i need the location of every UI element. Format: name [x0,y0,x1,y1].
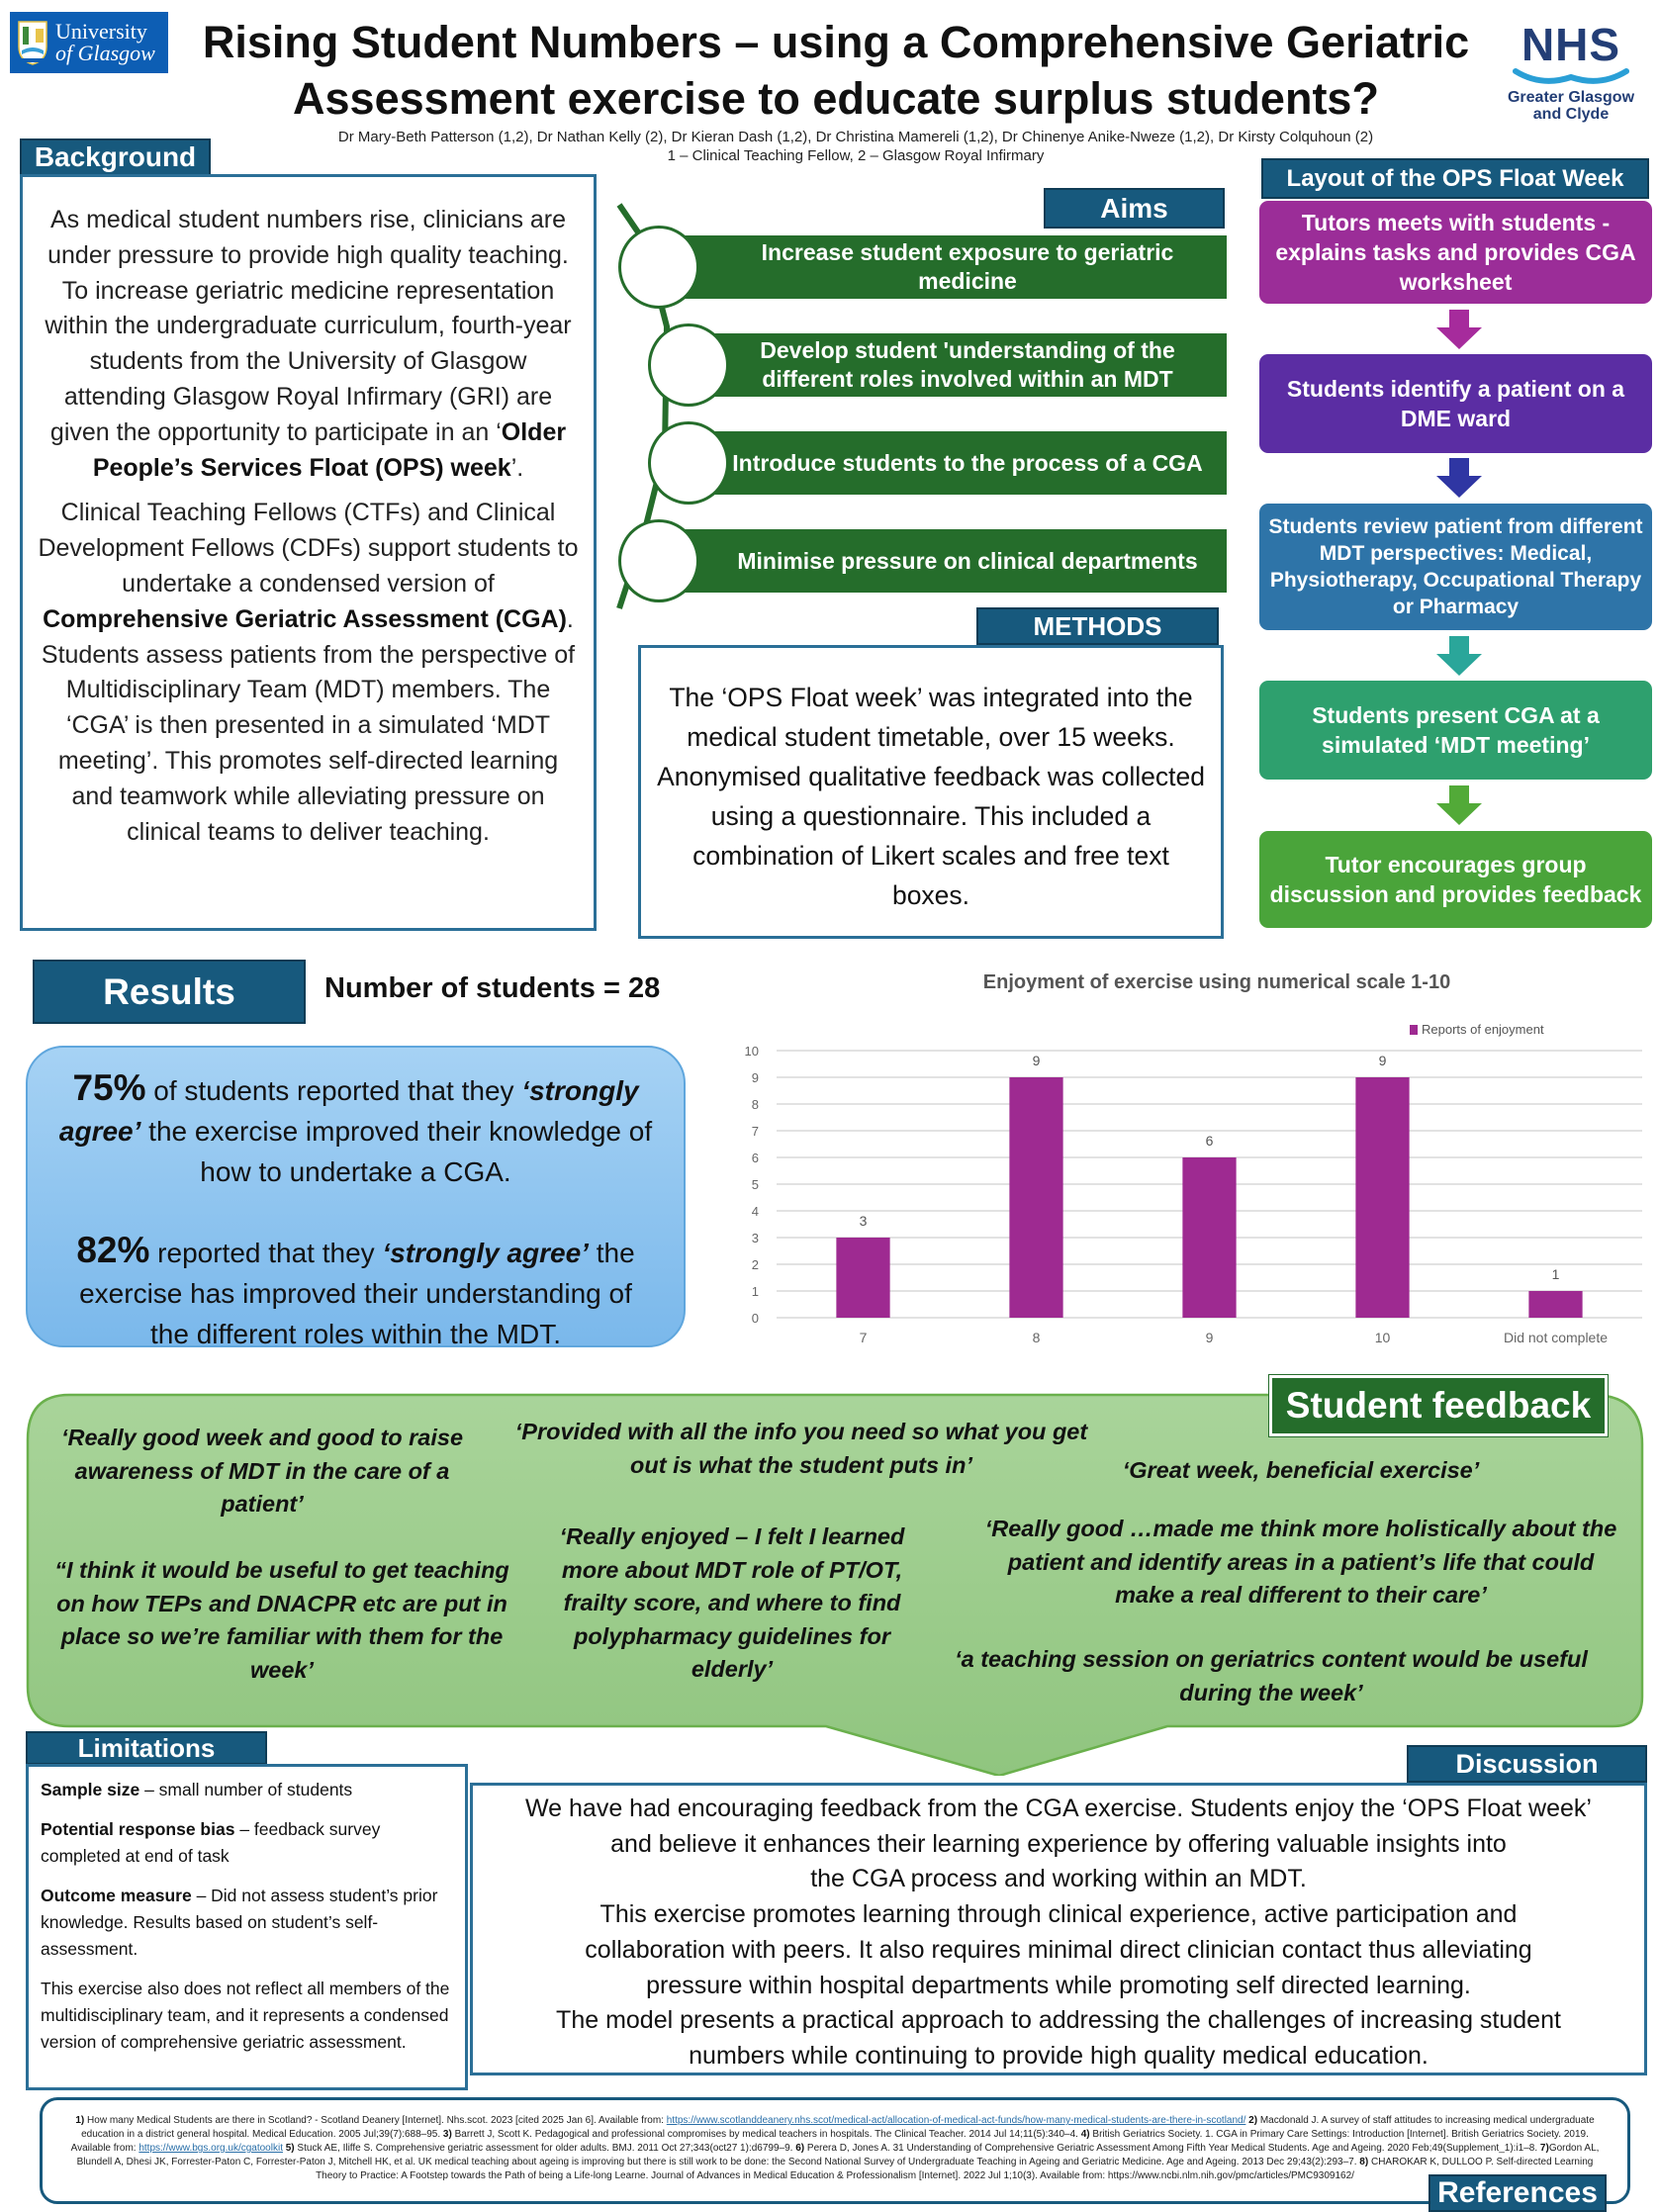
discussion-line-1: We have had encouraging feedback from the CGA exercise. Students enjoy the ‘OPS Float week’ [525,1795,1592,1822]
flow-step-2: Students identify a patient on a DME ward [1259,354,1652,453]
crest-icon [16,19,49,66]
title-line-2: Assessment exercise to educate surplus students? [293,73,1379,124]
discussion-line-6: pressure within hospital departments while promoting self directed learning. [646,1971,1471,1999]
result-stat-2 [57,1230,654,1354]
data-label: 6 [1205,1133,1214,1149]
number-of-students: Number of students = 28 [324,972,661,1004]
bg-p2-end: . Students assess patients from the perspective of Multidisciplinary Team (MDT) members. The ‘CGA’ is then presented in a simulated ‘MDT meeting’. This promotes self-directed learning and teamwork while alleviating pressure on clinical teams to deliver teaching. [41,604,576,846]
ref-4-num: 4) [1080,2129,1090,2140]
aim-item-1: Increase student exposure to geriatric medicine [683,235,1227,299]
bar-did-not-complete [1528,1291,1582,1318]
limitation-1-label: Sample size [41,1780,140,1799]
ref-1-link[interactable]: https://www.scotlanddeanery.nhs.scot/medical-act/allocation-of-medical-act-funds/how-many-medical-students-are-there-in-scotland/ [666,2115,1246,2126]
flow-step-3: Students review patient from different MDT perspectives: Medical, Physiotherapy, Occupational Therapy or Pharmacy [1259,504,1652,630]
bar-7 [836,1238,889,1318]
arrow-down-icon [1436,785,1482,825]
y-tick-label: 4 [751,1204,759,1219]
limitation-4-text: This exercise also does not reflect all members of the multidisciplinary team, and it represents a condensed version of comprehensive geriatric assessment. [41,1979,450,2052]
stat2-emphasis: ‘strongly agree’ [382,1238,589,1268]
background-section [20,174,597,931]
references-heading: References [1429,2174,1607,2212]
chart-x-tick-labels [860,1330,1609,1345]
ref-5-num: 5) [285,2143,295,2154]
aim-bullet-circle-3 [648,421,729,505]
result-stat-1 [57,1067,654,1192]
uog-line1: University [55,19,147,44]
y-tick-label: 5 [751,1177,759,1192]
aim-bullet-circle-2 [648,323,729,407]
data-label: 9 [1378,1053,1387,1068]
ref-8-text: CHAROKAR K, DULLOO P. Self-directed Learning Theory to Practice: A Footstep towards the Path of being a Life-long Learne. Journal of Advances in Medical Education & Professionalism [Internet]. 2022 Jul 1;10(3). Available from: https://www.ncbi.nlm.nih.gov/pmc/articles/PMC9309162/ [316,2157,1594,2181]
x-tick-label: Did not complete [1503,1330,1609,1345]
ref-7-text: Gordon AL, Blundell A, Dhesi JK, Forrester-Paton C, Forrester-Paton J, Mitchell HK, et al. UK medical teaching about ageing is improving but there is still work to be done: the Second National Survey of Undergraduate Teaching in Ageing and Geriatric Medicine. Age and Ageing. 2013 Dec 29;43(2):293–7. [76,2143,1600,2167]
arrow-down-icon [1436,458,1482,498]
limitations-section [26,1764,468,2090]
y-tick-label: 10 [744,1044,759,1059]
discussion-line-7: The model presents a practical approach to addressing the challenges of increasing student [556,2006,1561,2035]
stat1-emphasis: ‘strongly agree’ [58,1075,639,1147]
ref-2-num: 2) [1248,2115,1258,2126]
feedback-quote-4: ‘Really enjoyed – I felt I learned more about MDT role of PT/OT, frailty score, and where to find polypharmacy guidelines for elderly’ [559,1523,905,1682]
aim-item-4: Minimise pressure on clinical departments [683,529,1227,593]
ref-1-num: 1) [75,2115,85,2126]
stat2-text-b: the exercise has improved their understanding of the different roles within the MDT. [79,1238,635,1349]
chart-title: Enjoyment of exercise using numerical scale 1-10 [982,971,1451,993]
y-tick-label: 8 [751,1097,759,1112]
y-tick-label: 9 [751,1070,759,1085]
feedback-quote-7: ‘a teaching session on geriatrics content would be useful during the week’ [955,1646,1588,1705]
bar-9 [1182,1157,1236,1318]
limitation-item-1 [41,1777,453,1803]
references-section [40,2097,1630,2204]
reference-5 [286,2143,795,2154]
methods-text: The ‘OPS Float week’ was integrated into the medical student timetable, over 15 weeks. Anonymised qualitative feedback was collected using a questionnaire. This included a combination of Likert scales and free text boxes. [657,683,1205,910]
discussion-section [470,1783,1647,2075]
aims-heading: Aims [1044,188,1225,229]
data-label: 9 [1032,1053,1041,1068]
poster-title [178,14,1494,127]
feedback-quote-3: ‘Provided with all the info you need so what you get out is what the student puts in’ [514,1419,1088,1478]
limitation-2-label: Potential response bias [41,1819,235,1839]
discussion-line-3: the CGA process and working within an MDT. [810,1865,1307,1893]
results-heading: Results [33,960,306,1024]
limitations-heading: Limitations [26,1731,267,1765]
stat2-value: 82% [76,1230,150,1270]
nhs-logo [1492,19,1650,126]
arrow-down-icon [1436,636,1482,676]
y-tick-label: 3 [751,1231,759,1245]
flow-step-5: Tutor encourages group discussion and provides feedback [1259,831,1652,928]
limitation-1-text: – small number of students [139,1780,353,1799]
ref-6-num: 6) [795,2143,805,2154]
flow-step-4: Students present CGA at a simulated ‘MDT meeting’ [1259,681,1652,780]
results-summary [26,1046,686,1347]
feedback-quote-5: ‘Great week, beneficial exercise’ [1122,1457,1480,1483]
chart-bars [836,1077,1582,1318]
x-tick-label: 10 [1374,1330,1391,1345]
layout-heading: Layout of the OPS Float Week [1261,158,1649,199]
discussion-line-4: This exercise promotes learning through clinical experience, active participation and [599,1900,1518,1929]
reference-6 [795,2143,1540,2154]
methods-heading: METHODS [976,607,1219,645]
nhs-sub-line2: and Clyde [1532,106,1610,123]
stat1-value: 75% [72,1067,146,1108]
reference-3 [443,2129,1081,2140]
student-feedback-heading: Student feedback [1269,1375,1608,1436]
nhs-wordmark: NHS [1521,19,1621,70]
limitation-item-4 [41,1976,453,2056]
ref-6-text: Perera D, Jones A. 31 Understanding of Comprehensive Geriatric Assessment Among Fifth Year Medical Students. Age and Ageing. 2020 Feb;49(Supplement_1):i1–8. [804,2143,1540,2154]
bg-p1-end: ’. [510,453,524,482]
stat2-text-a: reported that they [149,1238,383,1268]
legend-swatch [1410,1025,1418,1035]
ref-8-num: 8) [1359,2157,1369,2167]
bg-p2-bold: Comprehensive Geriatric Assessment (CGA) [43,604,567,633]
ref-5-text: Stuck AE, Iliffe S. Comprehensive geriatric assessment for older adults. BMJ. 2011 Oct 27;343(oct27 1):d6799–9. [294,2143,796,2154]
title-line-1: Rising Student Numbers – using a Comprehensive Geriatric [202,17,1470,67]
discussion-line-8: numbers while continuing to provide high quality medical education. [689,2041,1429,2070]
y-tick-label: 0 [751,1311,759,1326]
limitation-3-text: – Did not assess student’s prior knowledge. Results based on student’s self-assessment. [41,1886,438,1959]
limitation-2-text: – feedback survey completed at end of task [41,1819,381,1866]
feedback-quote-2: “I think it would be useful to get teaching on how TEPs and DNACPR etc are put in place so we’re familiar with them for the week’ [54,1557,509,1683]
y-tick-label: 1 [751,1284,759,1299]
chart-y-tick-labels [745,1044,759,1326]
y-tick-label: 2 [751,1257,759,1272]
data-label: 3 [859,1213,868,1229]
university-of-glasgow-logo [10,12,168,73]
methods-section [638,645,1224,939]
y-tick-label: 7 [751,1124,759,1139]
nhs-wave-icon [1512,67,1630,89]
ref-7-num: 7) [1539,2143,1549,2154]
discussion-line-2: and believe it enhances their learning experience by offering valuable insights into [610,1829,1507,1858]
discussion-line-5: collaboration with peers. It also requires minimal direct clinician contact thus alleviating [585,1935,1532,1964]
x-tick-label: 9 [1205,1330,1214,1345]
chart-legend [1410,1022,1544,1037]
enjoyment-bar-chart [722,955,1652,1360]
discussion-heading: Discussion [1407,1745,1647,1783]
affiliations: 1 – Clinical Teaching Fellow, 2 – Glasgow Royal Infirmary [667,147,1045,164]
aim-item-3: Introduce students to the process of a CGA [683,431,1227,495]
background-paragraph-1 [37,203,580,486]
ref-3-num: 3) [442,2129,452,2140]
nhs-sub-line1: Greater Glasgow [1507,89,1635,106]
ref-2-text: Macdonald J. A survey of staff attitudes to increasing medical undergraduate education in a district general hospital. Medical Education. 2005 Jul;39(7):688–95. [81,2115,1595,2140]
ref-4-link[interactable]: https://www.bgs.org.uk/cgatoolkit [138,2143,283,2154]
authors-list: Dr Mary-Beth Patterson (1,2), Dr Nathan Kelly (2), Dr Kieran Dash (1,2), Dr Christina Mamereli (1,2), Dr Chinenye Anike-Nweze (1,2), Dr Kirsty Colquhoun (2) [337,129,1374,145]
bar-10 [1355,1077,1409,1318]
stat1-text-b: the exercise improved their knowledge of how to undertake a CGA. [140,1116,653,1187]
ref-4-text: British Geriatrics Society. 1. CGA in Primary Care Settings: Introduction [Internet]. British Geriatrics Society. 2019. Available from: [70,2129,1589,2154]
stat1-text-a: of students reported that they [145,1075,522,1106]
limitation-item-2 [41,1816,453,1870]
arrow-down-icon [1436,310,1482,349]
limitation-item-3 [41,1883,453,1963]
aim-bullet-circle-4 [618,519,699,602]
data-label: 1 [1551,1266,1560,1282]
ref-3-text: Barrett J, Scott K. Pedagogical and professional compromises by medical teachers in hospitals. The Clinical Teacher. 2014 Jul 14;11(5):340–4. [451,2129,1081,2140]
background-paragraph-2 [37,496,580,850]
bar-8 [1009,1077,1062,1318]
uog-line2: of Glasgow [55,41,155,65]
legend-label: Reports of enjoyment [1422,1022,1544,1037]
y-tick-label: 6 [751,1151,759,1165]
flow-step-1: Tutors meets with students - explains tasks and provides CGA worksheet [1259,201,1652,304]
ref-1-text: How many Medical Students are there in Scotland? - Scotland Deanery [Internet]. Nhs.scot. 2023 [cited 2025 Jan 6]. Available from: [84,2115,667,2126]
reference-1 [75,2115,1245,2126]
aim-item-2: Develop student 'understanding of the different roles involved within an MDT [683,333,1227,397]
x-tick-label: 8 [1032,1330,1041,1345]
feedback-quote-1: ‘Really good week and good to raise awareness of MDT in the care of a patient’ [60,1425,464,1517]
bg-p1-bold: Older People’s Services Float (OPS) week [92,417,567,482]
feedback-quote-6: ‘Really good …made me think more holistically about the patient and identify areas in a patient’s life that could make a real different to their care’ [984,1516,1617,1608]
bg-p1-text: As medical student numbers rise, clinicians are under pressure to provide high quality teaching. To increase geriatric medicine representation within the undergraduate curriculum, fourth-year students from the University of Glasgow attending Glasgow Royal Infirmary (GRI) are given the opportunity to participate in an ‘ [45,206,572,446]
x-tick-label: 7 [859,1330,868,1345]
bg-p2-text: Clinical Teaching Fellows (CTFs) and Clinical Development Fellows (CDFs) support students to undertake a condensed version of [38,499,579,598]
background-heading: Background [20,138,211,176]
limitation-3-label: Outcome measure [41,1886,192,1905]
aim-bullet-circle-1 [618,226,699,309]
